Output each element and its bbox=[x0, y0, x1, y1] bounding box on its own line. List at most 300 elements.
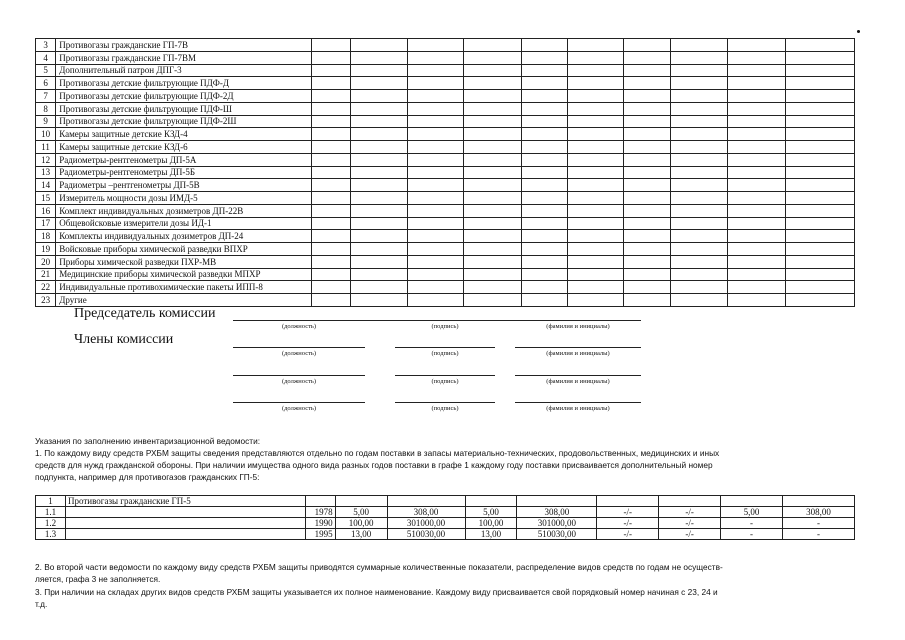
table-row bbox=[36, 179, 855, 192]
empty-cell bbox=[408, 39, 464, 52]
row-item-name: Противогазы гражданские ГП-5 bbox=[65, 496, 305, 507]
instructions-p1-line3: подпункта, например для противогазов гражданских ГП-5: bbox=[35, 472, 260, 482]
cell-c1: 5,00 bbox=[335, 507, 387, 518]
empty-cell bbox=[728, 166, 786, 179]
row-number: 20 bbox=[36, 255, 56, 268]
empty-cell bbox=[311, 51, 350, 64]
row-number: 23 bbox=[36, 294, 56, 307]
table-row bbox=[36, 255, 855, 268]
signature-caption: (подпись) bbox=[431, 323, 459, 330]
row-item-name: Противогазы детские фильтрующие ПДФ-Ш bbox=[56, 102, 311, 115]
empty-cell bbox=[728, 255, 786, 268]
empty-cell bbox=[728, 230, 786, 243]
empty-cell bbox=[624, 204, 671, 217]
empty-cell bbox=[568, 90, 624, 103]
empty-cell bbox=[521, 268, 568, 281]
empty-cell bbox=[624, 217, 671, 230]
empty-cell bbox=[568, 204, 624, 217]
cell-c7: 5,00 bbox=[721, 507, 783, 518]
empty-cell bbox=[521, 39, 568, 52]
instructions-p1-line1: 1. По каждому виду средств РХБМ защиты сведения представляются отдельно по годам поставки в запасы материально-технических, продовольственных, медицинских и иных bbox=[35, 448, 720, 458]
empty-cell bbox=[521, 166, 568, 179]
empty-cell bbox=[568, 243, 624, 256]
table-row bbox=[36, 268, 855, 281]
empty-cell bbox=[408, 243, 464, 256]
empty-cell bbox=[350, 153, 408, 166]
row-item-name: Дополнительный патрон ДПГ-3 bbox=[56, 64, 311, 77]
empty-cell bbox=[65, 518, 305, 529]
empty-cell bbox=[408, 294, 464, 307]
empty-cell bbox=[728, 141, 786, 154]
empty-cell bbox=[521, 230, 568, 243]
row-item-name: Противогазы детские фильтрующие ПДФ-2Д bbox=[56, 90, 311, 103]
empty-cell bbox=[624, 77, 671, 90]
empty-cell bbox=[350, 166, 408, 179]
empty-cell bbox=[464, 192, 522, 205]
empty-cell bbox=[521, 77, 568, 90]
empty-cell bbox=[568, 153, 624, 166]
empty-cell bbox=[408, 230, 464, 243]
signature-caption: (подпись) bbox=[431, 378, 459, 385]
empty-cell bbox=[464, 255, 522, 268]
empty-cell bbox=[728, 179, 786, 192]
empty-cell bbox=[311, 268, 350, 281]
name-caption: (фамилия и инициалы) bbox=[546, 323, 610, 330]
empty-cell bbox=[670, 179, 728, 192]
chairman-label: Председатель комиссии bbox=[74, 306, 216, 321]
empty-cell bbox=[464, 230, 522, 243]
row-number: 19 bbox=[36, 243, 56, 256]
empty-cell bbox=[786, 217, 855, 230]
empty-cell bbox=[728, 217, 786, 230]
table-row bbox=[36, 204, 855, 217]
empty-cell bbox=[568, 141, 624, 154]
empty-cell bbox=[350, 179, 408, 192]
signature-line bbox=[233, 347, 365, 348]
empty-cell bbox=[350, 255, 408, 268]
cell-c3: 5,00 bbox=[465, 507, 517, 518]
row-item-name: Другие bbox=[56, 294, 311, 307]
empty-cell bbox=[568, 230, 624, 243]
empty-cell bbox=[728, 128, 786, 141]
empty-cell bbox=[624, 268, 671, 281]
empty-cell bbox=[786, 39, 855, 52]
empty-cell bbox=[311, 77, 350, 90]
empty-cell bbox=[728, 153, 786, 166]
empty-cell bbox=[311, 115, 350, 128]
cell-c4: 301000,00 bbox=[517, 518, 597, 529]
example-table bbox=[35, 495, 855, 540]
empty-cell bbox=[408, 128, 464, 141]
row-item-name: Радиометры –рентгенометры ДП-5В bbox=[56, 179, 311, 192]
position-caption: (должность) bbox=[281, 378, 317, 385]
cell-c5: -/- bbox=[597, 518, 659, 529]
empty-cell bbox=[786, 230, 855, 243]
empty-cell bbox=[670, 204, 728, 217]
table-row bbox=[36, 39, 855, 52]
empty-cell bbox=[568, 268, 624, 281]
empty-cell bbox=[464, 281, 522, 294]
empty-cell bbox=[568, 294, 624, 307]
empty-cell bbox=[728, 204, 786, 217]
instructions-p1-line2: средств для нужд гражданской обороны. При наличии имущества одного вида разных годов поставки в графе 1 каждому году поставки присваивается дополнительный номер bbox=[35, 460, 713, 470]
empty-cell bbox=[408, 77, 464, 90]
empty-cell bbox=[728, 281, 786, 294]
empty-cell bbox=[670, 90, 728, 103]
table-row bbox=[36, 294, 855, 307]
cell-c8: 308,00 bbox=[782, 507, 854, 518]
table-row bbox=[36, 507, 855, 518]
empty-cell bbox=[624, 115, 671, 128]
empty-cell bbox=[786, 192, 855, 205]
cell-c6: -/- bbox=[659, 518, 721, 529]
cell-c4: 510030,00 bbox=[517, 529, 597, 540]
cell-c2: 308,00 bbox=[387, 507, 465, 518]
cell-c2: 510030,00 bbox=[387, 529, 465, 540]
signature-caption: (подпись) bbox=[431, 405, 459, 412]
empty-cell bbox=[782, 496, 854, 507]
inventory-table bbox=[35, 38, 855, 307]
empty-cell bbox=[568, 217, 624, 230]
empty-cell bbox=[786, 294, 855, 307]
empty-cell bbox=[786, 153, 855, 166]
cell-c6: -/- bbox=[659, 507, 721, 518]
empty-cell bbox=[670, 230, 728, 243]
row-number: 10 bbox=[36, 128, 56, 141]
row-item-name: Противогазы детские фильтрующие ПДФ-Д bbox=[56, 77, 311, 90]
empty-cell bbox=[597, 496, 659, 507]
empty-cell bbox=[311, 230, 350, 243]
empty-cell bbox=[786, 141, 855, 154]
name-caption: (фамилия и инициалы) bbox=[546, 405, 610, 412]
row-number: 9 bbox=[36, 115, 56, 128]
row-number: 22 bbox=[36, 281, 56, 294]
empty-cell bbox=[624, 179, 671, 192]
empty-cell bbox=[311, 64, 350, 77]
row-item-name: Противогазы гражданские ГП-7ВМ bbox=[56, 51, 311, 64]
empty-cell bbox=[65, 507, 305, 518]
empty-cell bbox=[670, 281, 728, 294]
row-number: 8 bbox=[36, 102, 56, 115]
empty-cell bbox=[311, 294, 350, 307]
empty-cell bbox=[408, 141, 464, 154]
empty-cell bbox=[311, 217, 350, 230]
row-item-name: Комплекты индивидуальных дозиметров ДП-24 bbox=[56, 230, 311, 243]
empty-cell bbox=[670, 102, 728, 115]
empty-cell bbox=[350, 39, 408, 52]
empty-cell bbox=[464, 294, 522, 307]
signature-line bbox=[233, 402, 365, 403]
empty-cell bbox=[728, 115, 786, 128]
row-number: 13 bbox=[36, 166, 56, 179]
empty-cell bbox=[624, 192, 671, 205]
table-row bbox=[36, 115, 855, 128]
empty-cell bbox=[311, 243, 350, 256]
empty-cell bbox=[728, 64, 786, 77]
cell-c8: - bbox=[782, 529, 854, 540]
row-item-name: Камеры защитные детские КЗД-4 bbox=[56, 128, 311, 141]
empty-cell bbox=[786, 268, 855, 281]
empty-cell bbox=[311, 90, 350, 103]
empty-cell bbox=[568, 281, 624, 294]
empty-cell bbox=[521, 204, 568, 217]
empty-cell bbox=[670, 192, 728, 205]
instructions-p2-line2: ляется, графа 3 не заполняется. bbox=[35, 574, 161, 584]
empty-cell bbox=[408, 90, 464, 103]
table-row bbox=[36, 243, 855, 256]
empty-cell bbox=[350, 102, 408, 115]
signature-line bbox=[395, 347, 495, 348]
empty-cell bbox=[464, 77, 522, 90]
empty-cell bbox=[624, 128, 671, 141]
empty-cell bbox=[624, 141, 671, 154]
row-number: 12 bbox=[36, 153, 56, 166]
empty-cell bbox=[624, 51, 671, 64]
table-row bbox=[36, 230, 855, 243]
empty-cell bbox=[659, 496, 721, 507]
cell-c6: -/- bbox=[659, 529, 721, 540]
empty-cell bbox=[670, 294, 728, 307]
empty-cell bbox=[408, 268, 464, 281]
cell-year: 1978 bbox=[305, 507, 335, 518]
empty-cell bbox=[408, 255, 464, 268]
row-item-name: Приборы химической разведки ПХР-МВ bbox=[56, 255, 311, 268]
empty-cell bbox=[464, 128, 522, 141]
example-header-row bbox=[36, 496, 855, 507]
row-item-name: Радиометры-рентгенометры ДП-5А bbox=[56, 153, 311, 166]
empty-cell bbox=[624, 64, 671, 77]
empty-cell bbox=[311, 192, 350, 205]
empty-cell bbox=[408, 192, 464, 205]
empty-cell bbox=[311, 128, 350, 141]
empty-cell bbox=[670, 51, 728, 64]
empty-cell bbox=[464, 39, 522, 52]
empty-cell bbox=[464, 102, 522, 115]
empty-cell bbox=[311, 141, 350, 154]
row-number: 1.2 bbox=[36, 518, 66, 529]
empty-cell bbox=[670, 166, 728, 179]
empty-cell bbox=[624, 102, 671, 115]
row-number: 16 bbox=[36, 204, 56, 217]
signature-caption: (подпись) bbox=[431, 350, 459, 357]
row-item-name: Камеры защитные детские КЗД-6 bbox=[56, 141, 311, 154]
empty-cell bbox=[568, 77, 624, 90]
signature-line bbox=[515, 375, 641, 376]
empty-cell bbox=[521, 294, 568, 307]
empty-cell bbox=[728, 294, 786, 307]
cell-c7: - bbox=[721, 518, 783, 529]
row-item-name: Комплект индивидуальных дозиметров ДП-22В bbox=[56, 204, 311, 217]
empty-cell bbox=[521, 141, 568, 154]
empty-cell bbox=[624, 39, 671, 52]
empty-cell bbox=[465, 496, 517, 507]
position-caption: (должность) bbox=[281, 350, 317, 357]
empty-cell bbox=[350, 281, 408, 294]
signature-line bbox=[515, 402, 641, 403]
empty-cell bbox=[464, 179, 522, 192]
empty-cell bbox=[670, 255, 728, 268]
empty-cell bbox=[350, 64, 408, 77]
empty-cell bbox=[786, 128, 855, 141]
empty-cell bbox=[350, 141, 408, 154]
row-number: 6 bbox=[36, 77, 56, 90]
empty-cell bbox=[408, 179, 464, 192]
empty-cell bbox=[670, 141, 728, 154]
empty-cell bbox=[568, 51, 624, 64]
empty-cell bbox=[335, 496, 387, 507]
empty-cell bbox=[521, 115, 568, 128]
row-item-name: Противогазы гражданские ГП-7В bbox=[56, 39, 311, 52]
empty-cell bbox=[568, 255, 624, 268]
row-number: 5 bbox=[36, 64, 56, 77]
empty-cell bbox=[311, 179, 350, 192]
empty-cell bbox=[728, 102, 786, 115]
empty-cell bbox=[670, 77, 728, 90]
empty-cell bbox=[670, 64, 728, 77]
empty-cell bbox=[568, 192, 624, 205]
empty-cell bbox=[350, 243, 408, 256]
table-row bbox=[36, 518, 855, 529]
signature-line bbox=[233, 375, 365, 376]
row-number: 21 bbox=[36, 268, 56, 281]
row-number: 17 bbox=[36, 217, 56, 230]
cell-c7: - bbox=[721, 529, 783, 540]
empty-cell bbox=[464, 90, 522, 103]
empty-cell bbox=[721, 496, 783, 507]
empty-cell bbox=[521, 281, 568, 294]
cell-c8: - bbox=[782, 518, 854, 529]
empty-cell bbox=[670, 217, 728, 230]
empty-cell bbox=[521, 64, 568, 77]
row-number: 11 bbox=[36, 141, 56, 154]
empty-cell bbox=[517, 496, 597, 507]
empty-cell bbox=[568, 64, 624, 77]
corner-dot bbox=[857, 30, 860, 33]
empty-cell bbox=[464, 243, 522, 256]
empty-cell bbox=[786, 102, 855, 115]
table-row bbox=[36, 192, 855, 205]
empty-cell bbox=[521, 217, 568, 230]
empty-cell bbox=[408, 204, 464, 217]
empty-cell bbox=[670, 39, 728, 52]
empty-cell bbox=[728, 268, 786, 281]
position-caption: (должность) bbox=[281, 323, 317, 330]
table-row bbox=[36, 64, 855, 77]
empty-cell bbox=[305, 496, 335, 507]
row-item-name: Общевойсковые измерители дозы ИД-1 bbox=[56, 217, 311, 230]
empty-cell bbox=[624, 166, 671, 179]
empty-cell bbox=[786, 281, 855, 294]
empty-cell bbox=[408, 281, 464, 294]
row-item-name: Индивидуальные противохимические пакеты ИПП-8 bbox=[56, 281, 311, 294]
cell-c1: 100,00 bbox=[335, 518, 387, 529]
empty-cell bbox=[624, 294, 671, 307]
row-number: 14 bbox=[36, 179, 56, 192]
empty-cell bbox=[786, 77, 855, 90]
empty-cell bbox=[464, 153, 522, 166]
empty-cell bbox=[786, 51, 855, 64]
cell-c5: -/- bbox=[597, 507, 659, 518]
row-number: 1.1 bbox=[36, 507, 66, 518]
row-item-name: Войсковые приборы химической разведки ВПХР bbox=[56, 243, 311, 256]
empty-cell bbox=[350, 204, 408, 217]
empty-cell bbox=[786, 115, 855, 128]
table-row bbox=[36, 281, 855, 294]
empty-cell bbox=[568, 179, 624, 192]
cell-c3: 100,00 bbox=[465, 518, 517, 529]
empty-cell bbox=[521, 255, 568, 268]
empty-cell bbox=[350, 230, 408, 243]
empty-cell bbox=[670, 128, 728, 141]
empty-cell bbox=[624, 230, 671, 243]
row-item-name: Медицинские приборы химической разведки МПХР bbox=[56, 268, 311, 281]
empty-cell bbox=[408, 51, 464, 64]
empty-cell bbox=[728, 243, 786, 256]
empty-cell bbox=[350, 128, 408, 141]
table-row bbox=[36, 77, 855, 90]
empty-cell bbox=[521, 243, 568, 256]
row-number: 1.3 bbox=[36, 529, 66, 540]
empty-cell bbox=[311, 255, 350, 268]
table-row bbox=[36, 217, 855, 230]
empty-cell bbox=[350, 294, 408, 307]
table-row bbox=[36, 529, 855, 540]
instructions-title: Указания по заполнению инвентаризационной ведомости: bbox=[35, 436, 261, 446]
empty-cell bbox=[786, 204, 855, 217]
empty-cell bbox=[408, 115, 464, 128]
empty-cell bbox=[408, 166, 464, 179]
empty-cell bbox=[670, 115, 728, 128]
empty-cell bbox=[521, 51, 568, 64]
table-row bbox=[36, 90, 855, 103]
signature-line bbox=[395, 402, 495, 403]
empty-cell bbox=[464, 51, 522, 64]
empty-cell bbox=[786, 166, 855, 179]
empty-cell bbox=[521, 153, 568, 166]
cell-c1: 13,00 bbox=[335, 529, 387, 540]
empty-cell bbox=[408, 64, 464, 77]
empty-cell bbox=[670, 268, 728, 281]
row-item-name: Противогазы детские фильтрующие ПДФ-2Ш bbox=[56, 115, 311, 128]
empty-cell bbox=[350, 90, 408, 103]
empty-cell bbox=[568, 115, 624, 128]
empty-cell bbox=[464, 268, 522, 281]
empty-cell bbox=[408, 217, 464, 230]
empty-cell bbox=[464, 204, 522, 217]
row-number: 15 bbox=[36, 192, 56, 205]
empty-cell bbox=[311, 102, 350, 115]
cell-year: 1990 bbox=[305, 518, 335, 529]
empty-cell bbox=[311, 204, 350, 217]
empty-cell bbox=[311, 166, 350, 179]
cell-c4: 308,00 bbox=[517, 507, 597, 518]
empty-cell bbox=[670, 153, 728, 166]
empty-cell bbox=[728, 192, 786, 205]
chairman-line bbox=[233, 320, 641, 321]
empty-cell bbox=[65, 529, 305, 540]
empty-cell bbox=[464, 141, 522, 154]
empty-cell bbox=[670, 243, 728, 256]
table-row bbox=[36, 51, 855, 64]
empty-cell bbox=[350, 115, 408, 128]
empty-cell bbox=[786, 255, 855, 268]
empty-cell bbox=[786, 179, 855, 192]
table-row bbox=[36, 153, 855, 166]
empty-cell bbox=[408, 102, 464, 115]
signature-line bbox=[515, 347, 641, 348]
empty-cell bbox=[464, 217, 522, 230]
empty-cell bbox=[728, 39, 786, 52]
